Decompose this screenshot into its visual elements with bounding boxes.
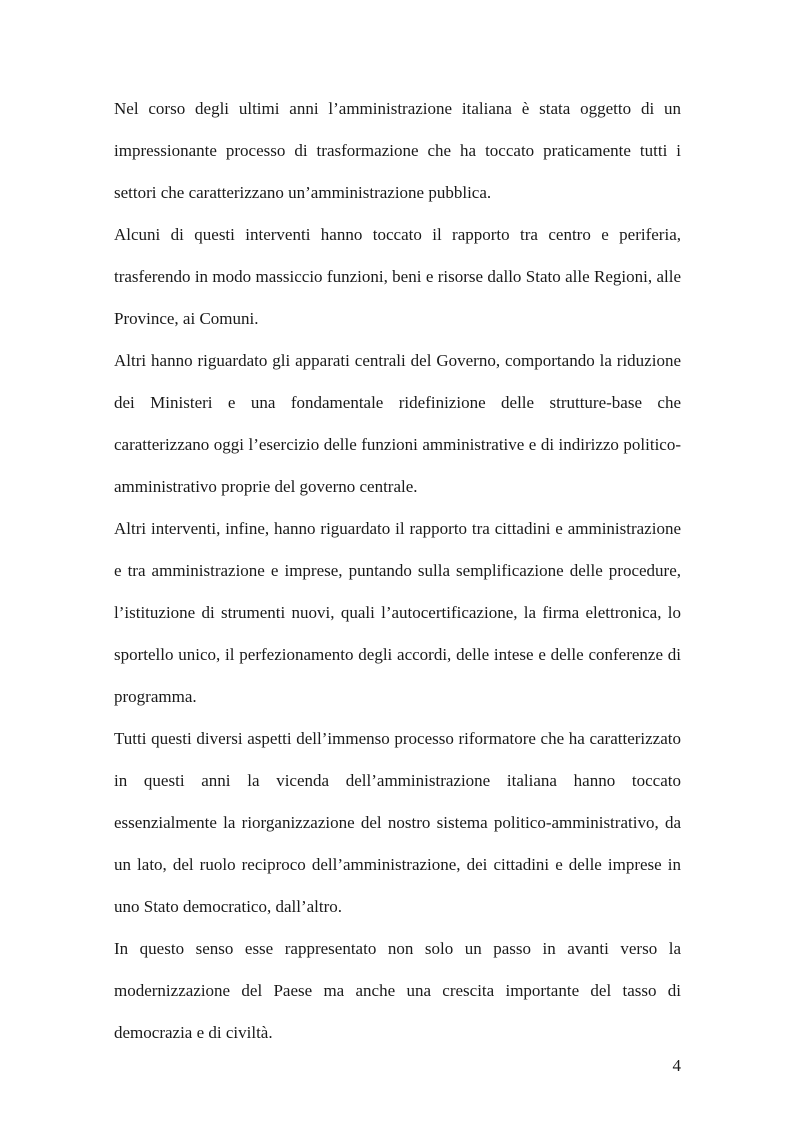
paragraph-3: Altri hanno riguardato gli apparati centrali del Governo, comportando la riduzione dei Ministeri e una fondamentale ridefinizione delle strutture-base che caratterizzano oggi l’esercizio delle funzioni amministrative e di indirizzo politico-amministrativo proprie del governo centrale. bbox=[114, 351, 681, 496]
paragraph-5: Tutti questi diversi aspetti dell’immenso processo riformatore che ha caratterizzato in questi anni la vicenda dell’amministrazione italiana hanno toccato essenzialmente la riorganizzazione del nostro sistema politico-amministrativo, da un lato, del ruolo reciproco dell’amministrazione, dei cittadini e delle imprese in uno Stato democratico, dall’altro. bbox=[114, 729, 681, 916]
paragraph-1: Nel corso degli ultimi anni l’amministrazione italiana è stata oggetto di un impressionante processo di trasformazione che ha toccato praticamente tutti i settori che caratterizzano un’amministrazione pubblica. bbox=[114, 99, 681, 202]
document-body bbox=[114, 88, 681, 1054]
paragraph-6: In questo senso esse rappresentato non solo un passo in avanti verso la modernizzazione del Paese ma anche una crescita importante del tasso di democrazia e di civiltà. bbox=[114, 939, 681, 1042]
paragraph-4: Altri interventi, infine, hanno riguardato il rapporto tra cittadini e amministrazione e tra amministrazione e imprese, puntando sulla semplificazione delle procedure, l’istituzione di strumenti nuovi, quali l’autocertificazione, la firma elettronica, lo sportello unico, il perfezionamento degli accordi, delle intese e delle conferenze di programma. bbox=[114, 519, 681, 706]
paragraph-2: Alcuni di questi interventi hanno toccato il rapporto tra centro e periferia, trasferendo in modo massiccio funzioni, beni e risorse dallo Stato alle Regioni, alle Province, ai Comuni. bbox=[114, 225, 681, 328]
page-number: 4 bbox=[672, 1056, 681, 1075]
